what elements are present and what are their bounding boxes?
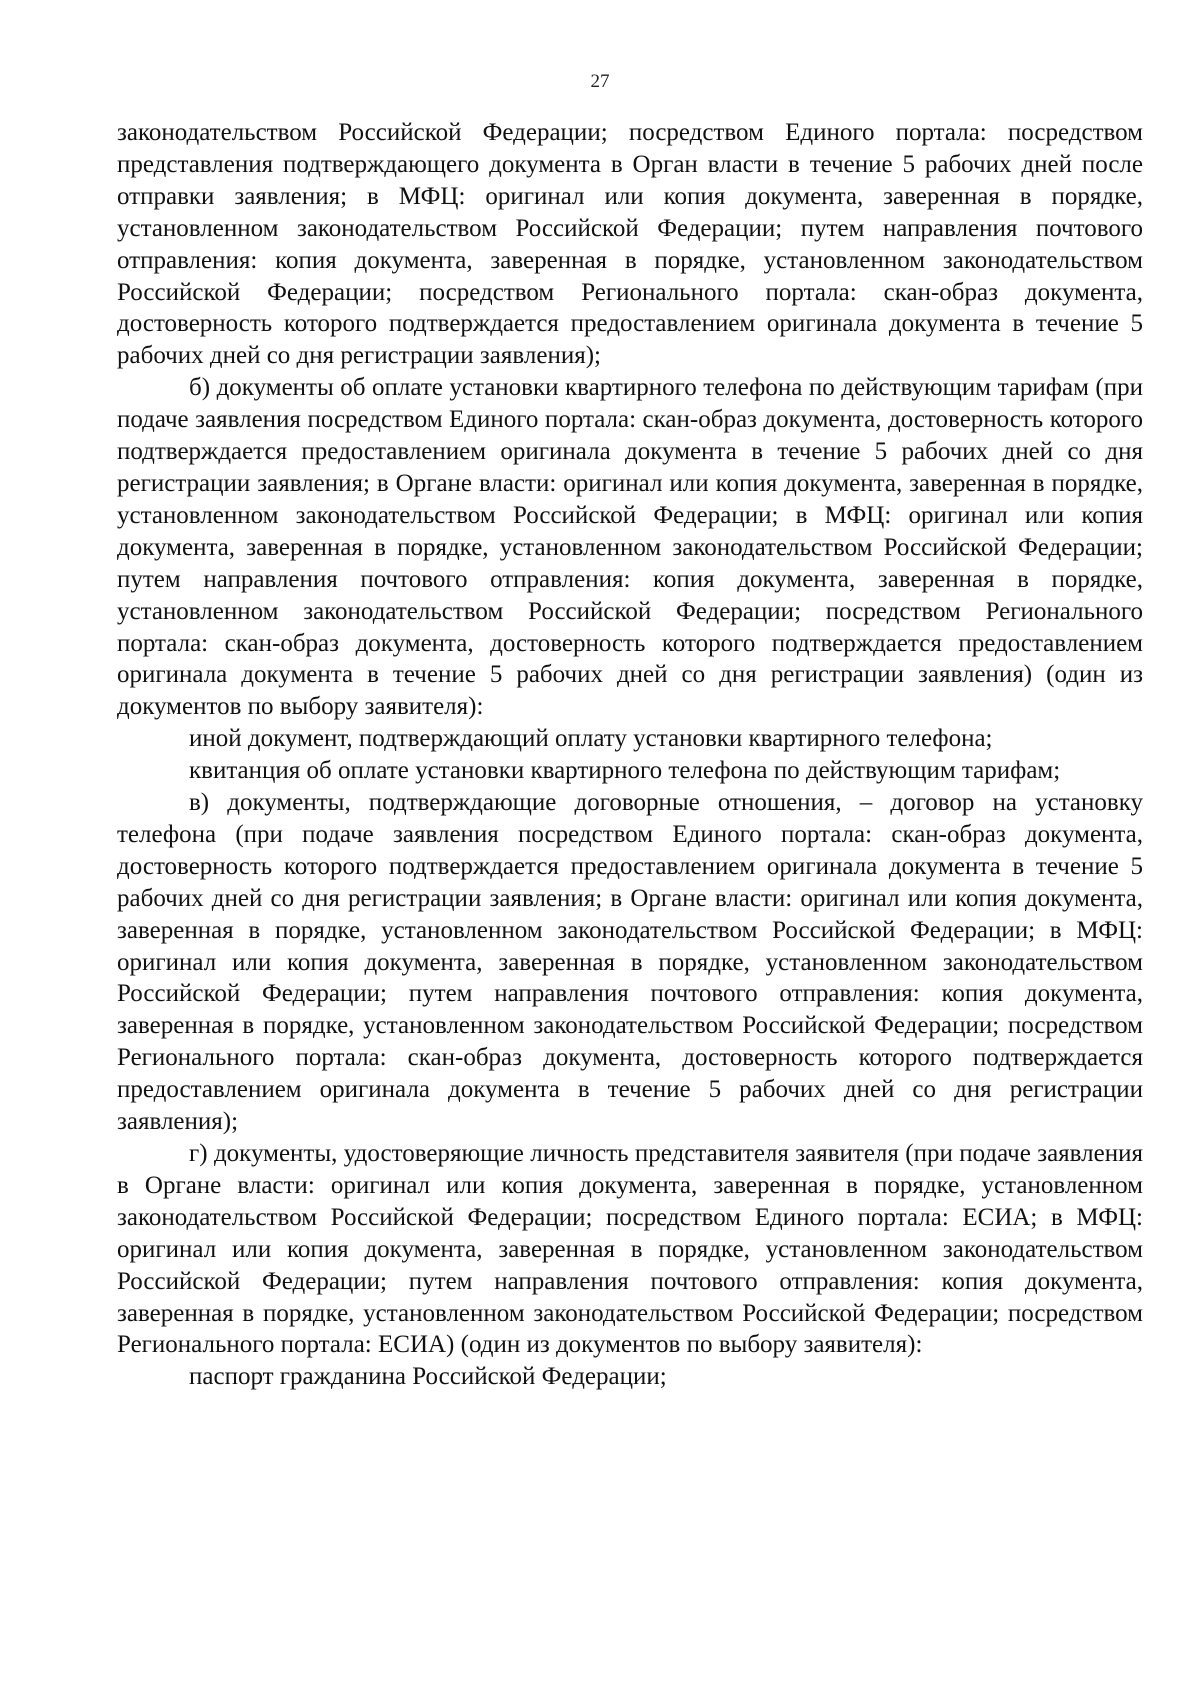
- page-number: 27: [590, 71, 610, 92]
- paragraph-item-v: в) документы, подтверждающие договорные отношения, – договор на установку телефона (при подаче заявления посредством Единого портала: скан-образ документа, достоверность которого подтверждается предоставлением оригинала документа в течение 5 рабочих дней со дня регистрации заявления; в Органе власти: оригинал или копия документа, заверенная в порядке, установленном законодательством Российской Федерации; в МФЦ: оригинал или копия документа, заверенная в порядке, установленном законодательством Российской Федерации; путем направления почтового отправления: копия документа, заверенная в порядке, установленном законодательством Российской Федерации; посредством Регионального портала: скан-образ документа, достоверность которого подтверждается предоставлением оригинала документа в течение 5 рабочих дней со дня регистрации заявления);: [117, 789, 1143, 1136]
- paragraph-item-b: б) документы об оплате установки квартирного телефона по действующим тарифам (при подаче заявления посредством Единого портала: скан-образ документа, достоверность которого подтверждается предоставлением оригинала документа в течение 5 рабочих дней со дня регистрации заявления; в Органе власти: оригинал или копия документа, заверенная в порядке, установленном законодательством Российской Федерации; в МФЦ: оригинал или копия документа, заверенная в порядке, установленном законодательством Российской Федерации; путем направления почтового отправления: копия документа, заверенная в порядке, установленном законодательством Российской Федерации; посредством Регионального портала: скан-образ документа, достоверность которого подтверждается предоставлением оригинала документа в течение 5 рабочих дней со дня регистрации заявления) (один из документов по выбору заявителя):: [117, 374, 1143, 721]
- paragraph-item-g: г) документы, удостоверяющие личность представителя заявителя (при подаче заявления в Органе власти: оригинал или копия документа, заверенная в порядке, установленном законодательством Российской Федерации; посредством Единого портала: ЕСИА; в МФЦ: оригинал или копия документа, заверенная в порядке, установленном законодательством Российской Федерации; путем направления почтового отправления: копия документа, заверенная в порядке, установленном законодательством Российской Федерации; посредством Регионального портала: ЕСИА) (один из документов по выбору заявителя):: [117, 1140, 1143, 1359]
- paragraph-receipt: квитанция об оплате установки квартирного телефона по действующим тарифам;: [189, 757, 1061, 785]
- paragraph-continuation: законодательством Российской Федерации; посредством Единого портала: посредством представления подтверждающего документа в Орган власти в течение 5 рабочих дней после отправки заявления; в МФЦ: оригинал или копия документа, заверенная в порядке, установленном законодательством Российской Федерации; путем направления почтового отправления: копия документа, заверенная в порядке, установленном законодательством Российской Федерации; посредством Регионального портала: скан-образ документа, достоверность которого подтверждается предоставлением оригинала документа в течение 5 рабочих дней со дня регистрации заявления);: [117, 119, 1143, 370]
- document-body: [117, 117, 1143, 1393]
- paragraph-passport: паспорт гражданина Российской Федерации;: [189, 1363, 667, 1391]
- paragraph-other-document: иной документ, подтверждающий оплату установки квартирного телефона;: [189, 725, 993, 753]
